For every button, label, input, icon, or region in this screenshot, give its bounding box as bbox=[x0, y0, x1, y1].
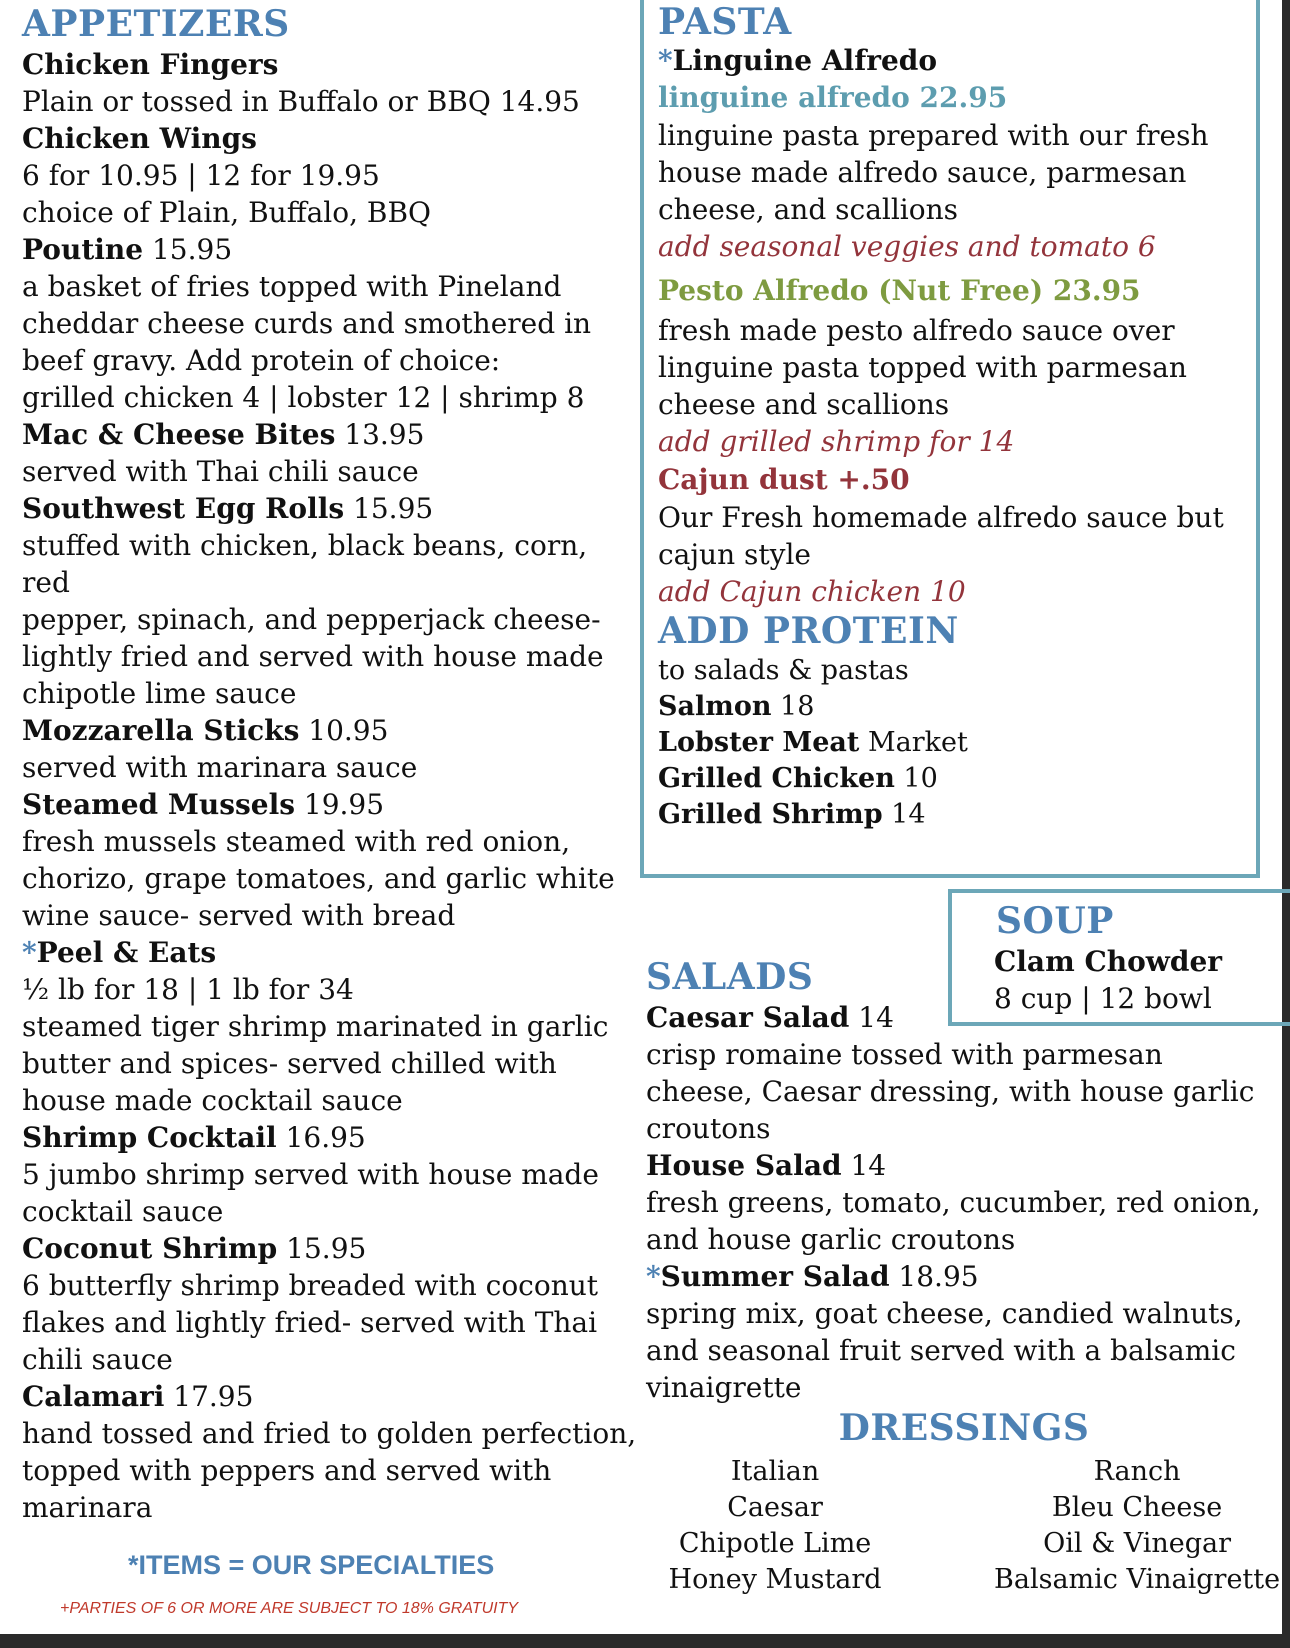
dressing-option: Ranch bbox=[1093, 1456, 1181, 1487]
protein-price: Market bbox=[859, 727, 968, 758]
pasta-description-line: cajun style bbox=[658, 538, 811, 571]
protein-price: 14 bbox=[882, 799, 926, 830]
item-price: 19.95 bbox=[294, 788, 385, 821]
cajun-addon: add Cajun chicken 10 bbox=[658, 575, 966, 608]
item-price: 17.95 bbox=[164, 1380, 254, 1413]
item-description-line: chorizo, grape tomatoes, and garlic white bbox=[22, 862, 615, 895]
item-price: 15.95 bbox=[277, 1232, 367, 1265]
pasta-title: PASTA bbox=[658, 1, 792, 43]
item-title: Shrimp Cocktail bbox=[22, 1121, 277, 1154]
item-description-line: served with Thai chili sauce bbox=[22, 455, 419, 488]
dressing-option: Bleu Cheese bbox=[1051, 1492, 1223, 1523]
dressing-option: Oil & Vinegar bbox=[1043, 1528, 1232, 1559]
dressings-title: DRESSINGS bbox=[838, 1407, 1090, 1449]
salad-description-line: and seasonal fruit served with a balsamic bbox=[646, 1334, 1236, 1367]
salad-description-line: cheese, Caesar dressing, with house garlic bbox=[646, 1075, 1255, 1108]
clam-chowder-price: 8 cup | 12 bowl bbox=[994, 982, 1212, 1015]
protein-item bbox=[658, 689, 1242, 725]
item-title: Chicken Fingers bbox=[22, 48, 279, 81]
item-description-line: 6 for 10.95 | 12 for 19.95 bbox=[22, 159, 380, 192]
item-description-line: 5 jumbo shrimp served with house made bbox=[22, 1158, 599, 1191]
protein-name: Lobster Meat bbox=[658, 727, 860, 758]
item-description-line: hand tossed and fried to golden perfection, bbox=[22, 1417, 637, 1450]
menu-item-name bbox=[22, 416, 642, 453]
salad-price: 14 bbox=[849, 1001, 894, 1034]
dressings-grid bbox=[646, 1454, 1286, 1598]
salads-list bbox=[646, 999, 1266, 1406]
protein-name: Salmon bbox=[658, 691, 772, 722]
protein-price: 10 bbox=[894, 763, 938, 794]
pesto-alfredo-name: Pesto Alfredo (Nut Free) 23.95 bbox=[658, 274, 1141, 307]
pesto-addon: add grilled shrimp for 14 bbox=[658, 425, 1015, 458]
add-protein-title: ADD PROTEIN bbox=[658, 610, 959, 652]
gratuity-note: +PARTIES OF 6 OR MORE ARE SUBJECT TO 18% GRATUITY bbox=[60, 1600, 519, 1617]
salad-price: 14 bbox=[841, 1149, 887, 1182]
item-description-line: a basket of fries topped with Pineland bbox=[22, 270, 562, 303]
pasta-section bbox=[640, 0, 1260, 878]
item-description-line: topped with peppers and served with bbox=[22, 1454, 552, 1487]
item-title: Poutine bbox=[22, 233, 144, 266]
dressing-option: Honey Mustard bbox=[668, 1564, 882, 1595]
menu-item-name bbox=[22, 231, 642, 268]
item-description-line: pepper, spinach, and pepperjack cheese- bbox=[22, 603, 601, 636]
item-title: Steamed Mussels bbox=[22, 788, 295, 821]
salad-description-line: croutons bbox=[646, 1112, 771, 1145]
item-title: Mac & Cheese Bites bbox=[22, 418, 336, 451]
clam-chowder-name: Clam Chowder bbox=[994, 945, 1223, 978]
salad-name bbox=[646, 1147, 1266, 1184]
soup-title: SOUP bbox=[996, 900, 1114, 942]
item-description-line: cocktail sauce bbox=[22, 1195, 224, 1228]
item-description-line: cheddar cheese curds and smothered in bbox=[22, 307, 592, 340]
protein-item bbox=[658, 761, 1242, 797]
item-description-line: beef gravy. Add protein of choice: bbox=[22, 344, 501, 377]
protein-item bbox=[658, 725, 1242, 761]
salad-name bbox=[646, 1258, 1266, 1295]
linguine-alfredo-name: *Linguine Alfredo bbox=[658, 44, 938, 77]
item-description-line: wine sauce- served with bread bbox=[22, 899, 456, 932]
item-price: 16.95 bbox=[276, 1121, 366, 1154]
item-title: Chicken Wings bbox=[22, 122, 257, 155]
protein-name: Grilled Shrimp bbox=[658, 799, 883, 830]
appetizers-list bbox=[22, 46, 642, 1526]
salads-title: SALADS bbox=[646, 956, 814, 998]
specialties-note: *ITEMS = OUR SPECIALTIES bbox=[128, 1550, 495, 1580]
protein-item bbox=[658, 797, 1242, 833]
appetizers-section bbox=[22, 2, 642, 1526]
salad-description-line: vinaigrette bbox=[646, 1371, 802, 1404]
cajun-dust-name: Cajun dust +.50 bbox=[658, 463, 910, 496]
pasta-description-line: cheese and scallions bbox=[658, 388, 950, 421]
appetizers-title: APPETIZERS bbox=[22, 3, 290, 45]
menu-item-name bbox=[22, 1378, 642, 1415]
item-description-line: house made cocktail sauce bbox=[22, 1084, 403, 1117]
item-description-line: chipotle lime sauce bbox=[22, 677, 297, 710]
item-description-line: stuffed with chicken, black beans, corn, red bbox=[22, 529, 588, 599]
item-description-line: choice of Plain, Buffalo, BBQ bbox=[22, 196, 431, 229]
item-description-line: marinara bbox=[22, 1491, 153, 1524]
linguine-alfredo-price: linguine alfredo 22.95 bbox=[658, 81, 1008, 114]
salad-description-line: and house garlic croutons bbox=[646, 1223, 1016, 1256]
menu-item-name bbox=[22, 120, 642, 157]
salad-price: 18.95 bbox=[889, 1260, 979, 1293]
salad-description-line: fresh greens, tomato, cucumber, red onion, bbox=[646, 1186, 1261, 1219]
item-title: Mozzarella Sticks bbox=[22, 714, 300, 747]
salad-title: House Salad bbox=[646, 1149, 842, 1182]
item-description-line: grilled chicken 4 | lobster 12 | shrimp 8 bbox=[22, 381, 585, 414]
menu-item-name bbox=[22, 786, 642, 823]
specialty-star: * bbox=[22, 936, 37, 969]
add-protein-subtitle: to salads & pastas bbox=[658, 655, 909, 686]
protein-price: 18 bbox=[771, 691, 815, 722]
salad-title: Caesar Salad bbox=[646, 1001, 850, 1034]
item-title: Coconut Shrimp bbox=[22, 1232, 278, 1265]
specialty-star: * bbox=[646, 1260, 661, 1293]
menu-item-name bbox=[22, 1119, 642, 1156]
salad-title: Summer Salad bbox=[660, 1260, 890, 1293]
cajun-description bbox=[658, 499, 1242, 573]
item-description-line: Plain or tossed in Buffalo or BBQ 14.95 bbox=[22, 85, 580, 118]
item-title: Calamari bbox=[22, 1380, 165, 1413]
linguine-addon: add seasonal veggies and tomato 6 bbox=[658, 230, 1156, 263]
dressing-option: Caesar bbox=[727, 1492, 823, 1523]
pasta-description-line: house made alfredo sauce, parmesan bbox=[658, 156, 1187, 189]
pesto-description bbox=[658, 312, 1242, 423]
protein-name: Grilled Chicken bbox=[658, 763, 895, 794]
dressings-right-column bbox=[988, 1454, 1286, 1598]
item-description-line: flakes and lightly fried- served with Thai bbox=[22, 1306, 598, 1339]
salads-section bbox=[646, 955, 1266, 1406]
linguine-description bbox=[658, 117, 1242, 228]
dressing-option: Balsamic Vinaigrette bbox=[994, 1564, 1281, 1595]
dressing-option: Italian bbox=[730, 1456, 820, 1487]
item-description-line: lightly fried and served with house made bbox=[22, 640, 604, 673]
pasta-description-line: fresh made pesto alfredo sauce over bbox=[658, 314, 1175, 347]
dressings-left-column bbox=[646, 1454, 904, 1598]
item-description-line: ½ lb for 18 | 1 lb for 34 bbox=[22, 973, 354, 1006]
salad-description-line: crisp romaine tossed with parmesan bbox=[646, 1038, 1163, 1071]
pasta-description-line: Our Fresh homemade alfredo sauce but bbox=[658, 501, 1224, 534]
item-title: Southwest Egg Rolls bbox=[22, 492, 345, 525]
item-description-line: steamed tiger shrimp marinated in garlic bbox=[22, 1010, 609, 1043]
item-description-line: fresh mussels steamed with red onion, bbox=[22, 825, 571, 858]
item-description-line: served with marinara sauce bbox=[22, 751, 418, 784]
dressing-option: Chipotle Lime bbox=[678, 1528, 872, 1559]
menu-item-name bbox=[22, 934, 642, 971]
menu-item-name bbox=[22, 46, 642, 83]
item-title: Peel & Eats bbox=[36, 936, 217, 969]
item-description-line: chili sauce bbox=[22, 1343, 173, 1376]
item-price: 15.95 bbox=[344, 492, 434, 525]
pasta-description-line: linguine pasta topped with parmesan bbox=[658, 351, 1187, 384]
item-price: 10.95 bbox=[299, 714, 389, 747]
specialty-star: * bbox=[658, 44, 673, 77]
menu-item-name bbox=[22, 1230, 642, 1267]
dressings-section bbox=[646, 1406, 1286, 1598]
salad-description-line: spring mix, goat cheese, candied walnuts, bbox=[646, 1297, 1243, 1330]
pasta-description-line: linguine pasta prepared with our fresh bbox=[658, 119, 1209, 152]
pasta-description-line: cheese, and scallions bbox=[658, 193, 959, 226]
menu-item-name bbox=[22, 712, 642, 749]
item-price: 13.95 bbox=[335, 418, 425, 451]
item-description-line: 6 butterfly shrimp breaded with coconut bbox=[22, 1269, 599, 1302]
salad-name bbox=[646, 999, 1266, 1036]
item-price: 15.95 bbox=[143, 233, 233, 266]
item-description-line: butter and spices- served chilled with bbox=[22, 1047, 557, 1080]
menu-item-name bbox=[22, 490, 642, 527]
protein-list bbox=[658, 689, 1242, 833]
